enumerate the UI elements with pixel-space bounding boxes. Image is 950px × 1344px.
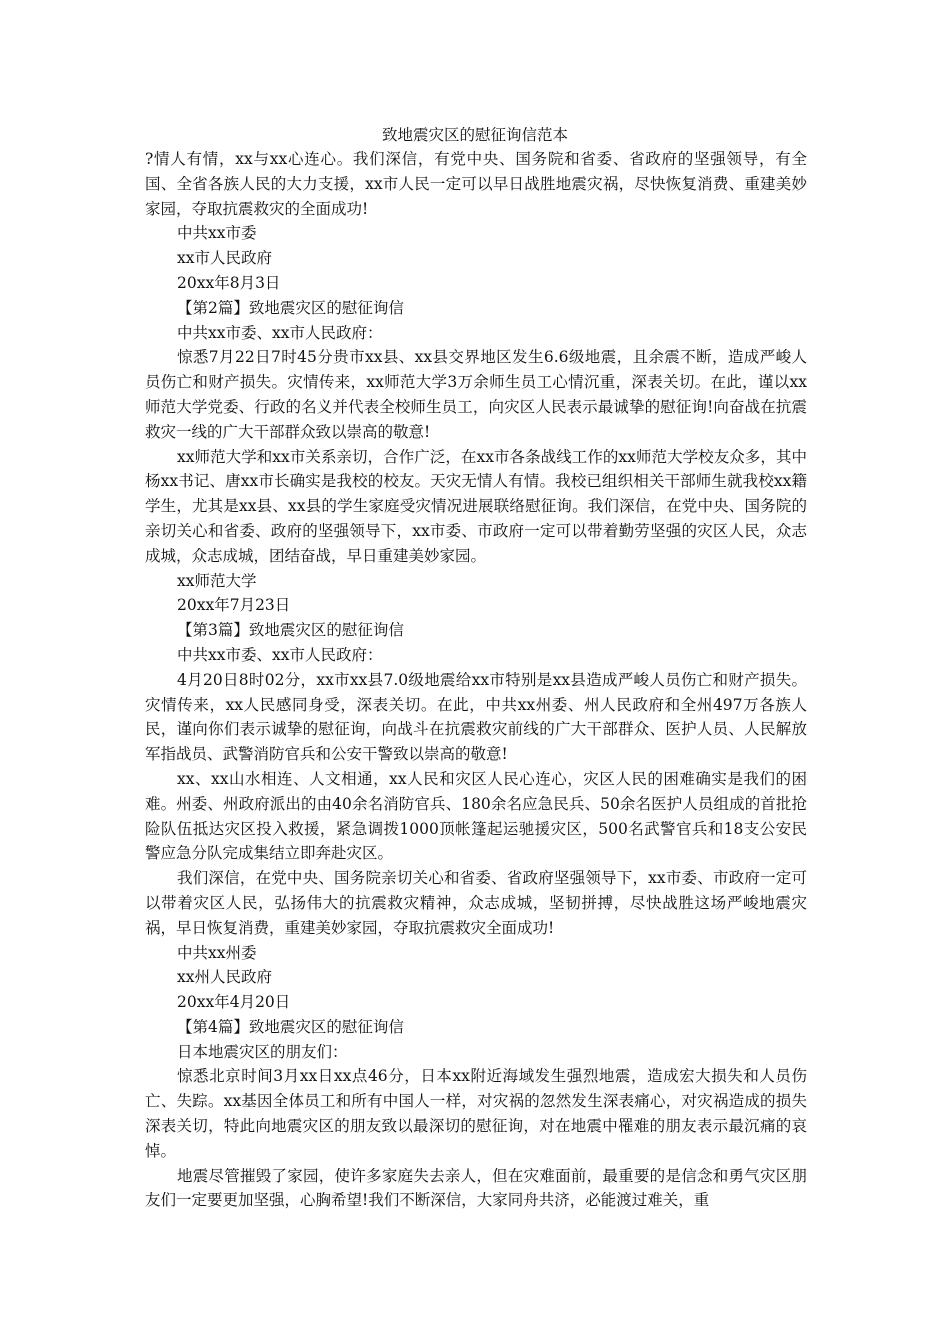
paragraph: xx州人民政府 — [177, 968, 272, 987]
paragraph: xx师范大学和xx市关系亲切，合作广泛，在xx市各条战线工作的xx师范大学校友众多，其中杨xx书记、唐xx市长确实是我校的校友。天灾无情人有情。我校已组织相关干部师生就我校xx籍学生，尤其是xx县、xx县的学生家庭受灾情况进展联络慰征询。我们深信，在党中央、国务院的亲切关心和省委、政府的坚强领导下，xx市委、市政府一定可以带着勤劳坚强的灾区人民，众志成城，众志成城，团结奋战，早日重建美妙家园。 — [145, 447, 807, 565]
paragraph: 【第2篇】致地震灾区的慰征询信 — [177, 298, 404, 317]
paragraph: xx师范大学 — [177, 571, 257, 590]
paragraph: 20xx年8月3日 — [177, 273, 281, 292]
paragraph: 中共xx市委、xx市人民政府： — [177, 645, 383, 664]
paragraph: 日本地震灾区的朋友们： — [177, 1042, 348, 1061]
document-title: 致地震灾区的慰征询信范本 — [381, 126, 568, 144]
paragraph: 惊悉7月22日7时45分贵市xx县、xx县交界地区发生6.6级地震，且余震不断，造成严峻人员伤亡和财产损失。灾情传来，xx师范大学3万余师生员工心情沉重，深表关切。在此，谨以xx师范大学党委、行政的名义并代表全校师生员工，向灾区人民表示最诚挚的慰征询!向奋战在抗震救灾一线的广大干部群众致以崇高的敬意! — [145, 348, 807, 441]
document-body — [145, 147, 807, 1213]
paragraph: 我们深信，在党中央、国务院亲切关心和省委、省政府坚强领导下，xx市委、市政府一定可以带着灾区人民，弘扬伟大的抗震救灾精神，众志成城，坚韧拼搏，尽快战胜这场严峻地震灾祸，早日恢复消费，重建美妙家园，夺取抗震救灾全面成功! — [145, 869, 807, 937]
paragraph: 【第4篇】致地震灾区的慰征询信 — [177, 1017, 404, 1036]
paragraph: 中共xx市委 — [177, 224, 257, 243]
paragraph: 20xx年4月20日 — [177, 993, 291, 1012]
paragraph: 【第3篇】致地震灾区的慰征询信 — [177, 621, 404, 640]
paragraph: ?情人有情，xx与xx心连心。我们深信，有党中央、国务院和省委、省政府的坚强领导，有全国、全省各族人民的大力支援，xx市人民一定可以早日战胜地震灾祸，尽快恢复消费、重建美妙家园，夺取抗震救灾的全面成功! — [145, 150, 807, 218]
paragraph: 惊悉北京时间3月xx日xx点46分，日本xx附近海域发生强烈地震，造成宏大损失和人员伤亡、失踪。xx基因全体员工和所有中国人一样，对灾祸的忽然发生深表痛心，对灾祸造成的损失深表关切，特此向地震灾区的朋友致以最深切的慰征询，对在地震中罹难的朋友表示最沉痛的哀悼。 — [145, 1067, 807, 1160]
paragraph: 4月20日8时02分，xx市xx县7.0级地震给xx市特别是xx县造成严峻人员伤亡和财产损失。灾情传来，xx人民感同身受，深表关切。在此，中共xx州委、州人民政府和全州497万各族人民，谨向你们表示诚挚的慰征询，向战斗在抗震救灾前线的广大干部群众、医护人员、人民解放军指战员、武警消防官兵和公安干警致以崇高的敬意! — [145, 670, 807, 764]
paragraph: 中共xx州委 — [177, 943, 257, 962]
paragraph: 中共xx市委、xx市人民政府： — [177, 323, 383, 342]
paragraph: 20xx年7月23日 — [177, 596, 291, 615]
paragraph: xx、xx山水相连、人文相通，xx人民和灾区人民心连心，灾区人民的困难确实是我们的困难。州委、州政府派出的由40余名消防官兵、180余名应急民兵、50余名医护人员组成的首批抢险队伍抵达灾区投入救援，紧急调拨1000顶帐篷起运驰援灾区，500名武警官兵和18支公安民警应急分队完成集结立即奔赴灾区。 — [145, 769, 807, 863]
paragraph: xx市人民政府 — [177, 249, 272, 268]
paragraph: 地震尽管摧毁了家园，使许多家庭失去亲人，但在灾难面前，最重要的是信念和勇气灾区朋友们一定要更加坚强，心胸希望!我们不断深信，大家同舟共济，必能渡过难关，重 — [145, 1166, 807, 1210]
